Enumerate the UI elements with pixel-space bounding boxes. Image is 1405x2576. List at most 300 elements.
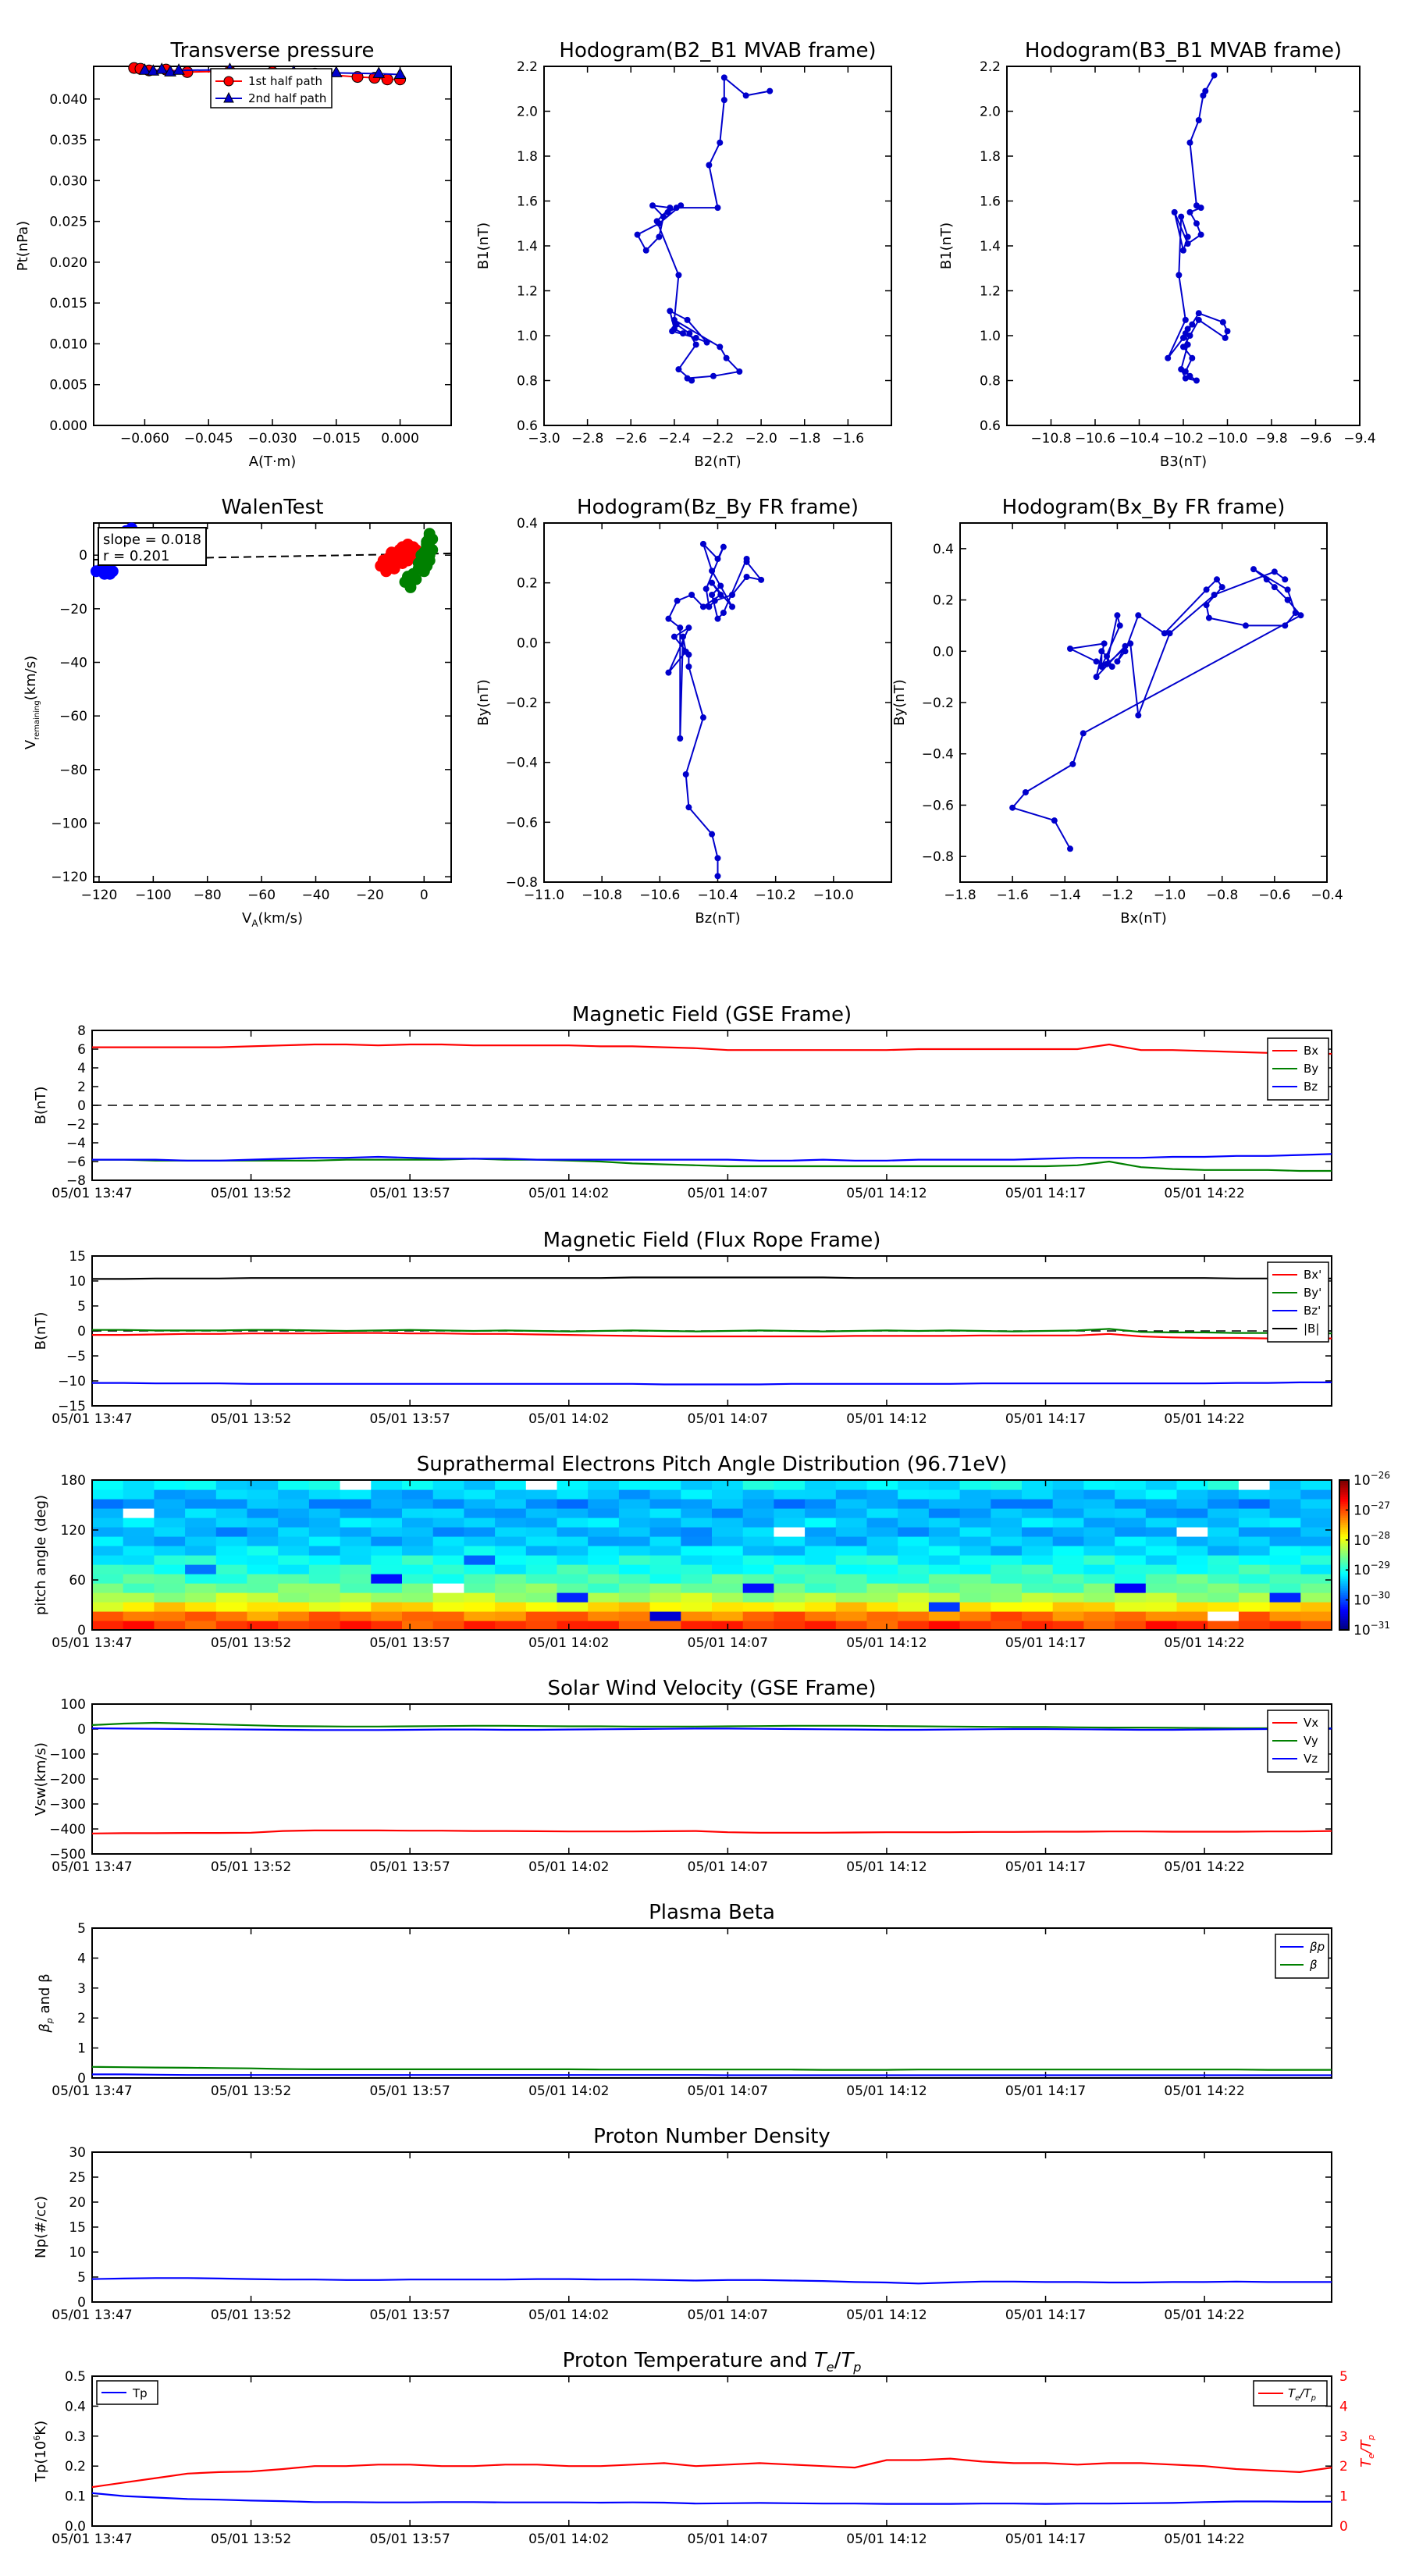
heatmap-cell bbox=[712, 1583, 743, 1593]
data-point bbox=[743, 92, 749, 98]
data-point bbox=[683, 649, 689, 655]
data-point bbox=[688, 378, 695, 384]
heatmap-cell bbox=[619, 1574, 650, 1584]
heatmap-cell bbox=[340, 1555, 372, 1565]
heatmap-cell bbox=[743, 1592, 774, 1603]
panel-vsw bbox=[33, 1677, 1332, 1875]
panel-hodo_bxby bbox=[891, 496, 1343, 927]
y-axis-label: B(nT) bbox=[33, 1311, 49, 1350]
heatmap-cell bbox=[1300, 1583, 1332, 1593]
heatmap-cell bbox=[960, 1536, 991, 1546]
heatmap-cell bbox=[898, 1621, 929, 1631]
heatmap-cell bbox=[309, 1527, 340, 1537]
y-tick-label: 1 bbox=[77, 2041, 86, 2057]
heatmap-cell bbox=[1022, 1611, 1053, 1621]
heatmap-cell bbox=[743, 1555, 774, 1565]
data-point bbox=[1023, 789, 1029, 795]
y2-label-part: T bbox=[1358, 2458, 1375, 2467]
heatmap-cell bbox=[433, 1602, 464, 1612]
heatmap-cell bbox=[185, 1499, 216, 1509]
y-label-sup: 6 bbox=[32, 2435, 42, 2441]
heatmap-cell bbox=[557, 1536, 589, 1546]
heatmap-cell bbox=[588, 1499, 619, 1509]
plot-frame bbox=[544, 523, 891, 882]
heatmap-cell bbox=[650, 1611, 681, 1621]
y-tick-label: −0.6 bbox=[505, 815, 538, 831]
heatmap-cell bbox=[774, 1592, 805, 1603]
heatmap-cell bbox=[836, 1602, 867, 1612]
heatmap-cell bbox=[123, 1564, 155, 1574]
heatmap-cell bbox=[712, 1546, 743, 1556]
heatmap-cell bbox=[278, 1564, 309, 1574]
data-point bbox=[703, 585, 710, 592]
x-tick-label: −1.8 bbox=[944, 888, 976, 903]
heatmap-cell bbox=[340, 1611, 372, 1621]
heatmap-cell bbox=[619, 1555, 650, 1565]
legend-sub: e bbox=[1295, 2394, 1300, 2403]
heatmap-cell bbox=[681, 1564, 712, 1574]
y-tick-label: −200 bbox=[49, 1772, 86, 1788]
heatmap-cell bbox=[402, 1536, 433, 1546]
heatmap-cell bbox=[495, 1480, 526, 1490]
panel-mag_fr bbox=[33, 1229, 1332, 1427]
heatmap-cell bbox=[216, 1621, 247, 1631]
heatmap-cell bbox=[247, 1574, 279, 1584]
heatmap-cell bbox=[991, 1602, 1022, 1612]
heatmap-cell bbox=[1177, 1574, 1208, 1584]
heatmap-cell bbox=[743, 1499, 774, 1509]
data-point bbox=[422, 539, 432, 550]
heatmap-cell bbox=[991, 1480, 1022, 1490]
heatmap-cell bbox=[371, 1527, 402, 1537]
y-tick-label: 1.4 bbox=[516, 239, 538, 254]
heatmap-cell bbox=[1300, 1517, 1332, 1528]
heatmap-cell bbox=[867, 1489, 898, 1500]
colorbar-exponent: −27 bbox=[1370, 1500, 1390, 1511]
heatmap-cell bbox=[836, 1517, 867, 1528]
heatmap-cell bbox=[495, 1517, 526, 1528]
y-tick-label: 10 bbox=[69, 2245, 86, 2261]
x-tick-label: −1.4 bbox=[1048, 888, 1081, 903]
colorbar-base: 10 bbox=[1353, 1532, 1371, 1549]
heatmap-cell bbox=[247, 1499, 279, 1509]
y-tick-label: −0.2 bbox=[505, 696, 538, 711]
x-tick-label: 05/01 13:47 bbox=[52, 1859, 133, 1875]
heatmap-cell bbox=[1083, 1611, 1115, 1621]
heatmap-cell bbox=[743, 1508, 774, 1518]
heatmap-cell bbox=[433, 1536, 464, 1546]
data-point bbox=[724, 355, 730, 361]
y-tick-label: −0.2 bbox=[921, 696, 954, 711]
heatmap-cell bbox=[774, 1527, 805, 1537]
heatmap-cell bbox=[805, 1555, 836, 1565]
heatmap-cell bbox=[1053, 1536, 1084, 1546]
x-tick-label: 05/01 13:52 bbox=[210, 2307, 292, 2323]
x-tick-label: 05/01 14:07 bbox=[687, 1411, 769, 1427]
y-tick-label: 4 bbox=[77, 1951, 86, 1967]
heatmap-cell bbox=[619, 1480, 650, 1490]
data-point bbox=[1250, 566, 1257, 572]
annotation-text: slope = 0.018 bbox=[103, 532, 201, 548]
y-tick-label: 0.4 bbox=[64, 2399, 86, 2415]
heatmap-cell bbox=[278, 1508, 309, 1518]
heatmap-cell bbox=[1270, 1480, 1301, 1490]
panel-walen bbox=[23, 496, 451, 929]
data-point bbox=[1225, 328, 1231, 334]
heatmap-cell bbox=[495, 1621, 526, 1631]
heatmap-cell bbox=[154, 1574, 185, 1584]
heatmap-cell bbox=[464, 1574, 495, 1584]
heatmap-cell bbox=[557, 1499, 589, 1509]
heatmap-cell bbox=[216, 1546, 247, 1556]
x-axis-label bbox=[242, 910, 303, 929]
data-point bbox=[1098, 648, 1104, 654]
heatmap-cell bbox=[805, 1536, 836, 1546]
heatmap-cell bbox=[1270, 1592, 1301, 1603]
heatmap-cell bbox=[867, 1499, 898, 1509]
heatmap-cell bbox=[1300, 1555, 1332, 1565]
legend-right bbox=[1254, 2381, 1327, 2406]
data-point bbox=[1193, 378, 1200, 384]
series-line bbox=[92, 1154, 1332, 1160]
heatmap-cell bbox=[619, 1621, 650, 1631]
y-tick-label: 0.0 bbox=[516, 635, 538, 652]
data-point bbox=[744, 574, 750, 580]
heatmap-cell bbox=[960, 1489, 991, 1500]
heatmap-cell bbox=[1146, 1508, 1177, 1518]
legend-label: Bz' bbox=[1304, 1304, 1321, 1318]
heatmap-cell bbox=[867, 1527, 898, 1537]
heatmap-cell bbox=[526, 1536, 557, 1546]
x-tick-label: −0.030 bbox=[247, 431, 297, 447]
heatmap-cell bbox=[836, 1480, 867, 1490]
data-point bbox=[1282, 576, 1288, 582]
data-point bbox=[1293, 610, 1299, 616]
x-tick-label: −10.2 bbox=[755, 888, 796, 903]
data-point bbox=[660, 214, 667, 220]
data-point bbox=[710, 373, 717, 379]
y-tick-label: −120 bbox=[51, 870, 87, 886]
heatmap-cell bbox=[898, 1564, 929, 1574]
data-point bbox=[331, 66, 342, 76]
heatmap-cell bbox=[588, 1592, 619, 1603]
legend-label: 1st half path bbox=[248, 74, 323, 88]
heatmap-cell bbox=[681, 1480, 712, 1490]
x-tick-label: 05/01 14:02 bbox=[528, 1635, 610, 1651]
data-point bbox=[1206, 615, 1212, 621]
heatmap-cell bbox=[960, 1517, 991, 1528]
heatmap-cell bbox=[433, 1592, 464, 1603]
x-tick-label: −10.0 bbox=[813, 888, 854, 903]
data-point bbox=[729, 603, 735, 610]
heatmap-cell bbox=[309, 1602, 340, 1612]
heatmap-cell bbox=[278, 1527, 309, 1537]
heatmap-cell bbox=[743, 1480, 774, 1490]
x-tick-label: −0.4 bbox=[1311, 888, 1343, 903]
chart-title: Hodogram(B2_B1 MVAB frame) bbox=[559, 39, 877, 62]
heatmap-cell bbox=[1146, 1621, 1177, 1631]
x-tick-label: 05/01 13:57 bbox=[369, 1859, 450, 1875]
y-tick-label: 0.8 bbox=[979, 373, 1001, 390]
x-tick-label: 05/01 13:52 bbox=[210, 2532, 292, 2547]
y-tick-label: 0.4 bbox=[932, 541, 954, 557]
heatmap-cell bbox=[526, 1555, 557, 1565]
y-tick-label: −0.8 bbox=[505, 875, 538, 891]
colorbar-tick-label bbox=[1353, 1470, 1390, 1489]
heatmap-cell bbox=[464, 1527, 495, 1537]
data-point bbox=[1176, 272, 1182, 278]
data-point bbox=[182, 66, 193, 77]
y-axis-label: pitch angle (deg) bbox=[33, 1494, 49, 1616]
data-point bbox=[709, 831, 715, 838]
data-point bbox=[1200, 92, 1206, 98]
y-tick-label: 2.0 bbox=[516, 104, 538, 120]
heatmap-cell bbox=[123, 1574, 155, 1584]
heatmap-cell bbox=[247, 1583, 279, 1593]
heatmap-cell bbox=[154, 1602, 185, 1612]
colorbar bbox=[1339, 1470, 1390, 1638]
y-axis-label bbox=[32, 2421, 49, 2482]
heatmap-cell bbox=[123, 1480, 155, 1490]
x-tick-label: −0.8 bbox=[1206, 888, 1239, 903]
x-tick-label: 05/01 14:07 bbox=[687, 1859, 769, 1875]
heatmap-cell bbox=[185, 1489, 216, 1500]
heatmap-cell bbox=[1239, 1602, 1270, 1612]
heatmap-cell bbox=[433, 1555, 464, 1565]
y-tick-label: 0.000 bbox=[49, 418, 87, 434]
heatmap-cell bbox=[929, 1555, 960, 1565]
heatmap-cell bbox=[371, 1621, 402, 1631]
heatmap-cell bbox=[309, 1508, 340, 1518]
heatmap-cell bbox=[154, 1546, 185, 1556]
legend-label: |B| bbox=[1304, 1322, 1320, 1336]
heatmap-cell bbox=[836, 1621, 867, 1631]
y2-tick-label: 4 bbox=[1339, 2399, 1348, 2415]
x-tick-label: 05/01 14:02 bbox=[528, 1411, 610, 1427]
series-line bbox=[92, 1831, 1332, 1834]
heatmap-cell bbox=[402, 1508, 433, 1518]
heatmap-cell bbox=[247, 1555, 279, 1565]
y-label-sub: remaining bbox=[33, 700, 41, 740]
heatmap-cell bbox=[1053, 1555, 1084, 1565]
data-point bbox=[1104, 653, 1110, 660]
x-tick-label: −1.2 bbox=[1101, 888, 1134, 903]
heatmap-cell bbox=[464, 1517, 495, 1528]
heatmap-cell bbox=[495, 1508, 526, 1518]
x-tick-label: 05/01 14:07 bbox=[687, 2532, 769, 2547]
heatmap-cell bbox=[960, 1480, 991, 1490]
y2-axis-label bbox=[1358, 2435, 1376, 2467]
legend-label: Bx bbox=[1304, 1044, 1319, 1058]
heatmap-cell bbox=[991, 1564, 1022, 1574]
colorbar-tick-label bbox=[1353, 1500, 1390, 1518]
series-line bbox=[92, 1728, 1332, 1730]
heatmap-cell bbox=[402, 1555, 433, 1565]
heatmap-cell bbox=[371, 1546, 402, 1556]
data-point bbox=[1114, 612, 1120, 618]
legend-marker bbox=[224, 76, 233, 86]
x-tick-label: −40 bbox=[301, 888, 330, 903]
heatmap-cell bbox=[929, 1508, 960, 1518]
heatmap-cell bbox=[92, 1555, 123, 1565]
chart-title: Hodogram(B3_B1 MVAB frame) bbox=[1024, 39, 1343, 62]
heatmap-cell bbox=[464, 1611, 495, 1621]
heatmap-cell bbox=[557, 1564, 589, 1574]
heatmap-cell bbox=[898, 1508, 929, 1518]
heatmap-cell bbox=[650, 1592, 681, 1603]
x-tick-label: −0.6 bbox=[1258, 888, 1291, 903]
heatmap-cell bbox=[278, 1555, 309, 1565]
title-math: T bbox=[841, 2349, 854, 2372]
heatmap-cell bbox=[495, 1555, 526, 1565]
y-axis-label: B(nT) bbox=[33, 1086, 49, 1125]
data-point bbox=[688, 592, 695, 598]
heatmap-cell bbox=[712, 1536, 743, 1546]
heatmap-cell bbox=[557, 1555, 589, 1565]
heatmap-cell bbox=[402, 1480, 433, 1490]
legend bbox=[1275, 1934, 1329, 1978]
data-point bbox=[685, 804, 692, 810]
panel-hodo_b3b1 bbox=[938, 39, 1376, 470]
heatmap-cell bbox=[557, 1489, 589, 1500]
heatmap-cell bbox=[650, 1621, 681, 1631]
data-point bbox=[1183, 317, 1189, 323]
heatmap-cell bbox=[526, 1527, 557, 1537]
heatmap-cell bbox=[185, 1611, 216, 1621]
x-tick-label: 05/01 13:57 bbox=[369, 1411, 450, 1427]
heatmap-cell bbox=[247, 1546, 279, 1556]
heatmap-cell bbox=[433, 1574, 464, 1584]
heatmap-cell bbox=[836, 1583, 867, 1593]
heatmap-cell bbox=[123, 1499, 155, 1509]
heatmap-cell bbox=[960, 1508, 991, 1518]
heatmap-cell bbox=[526, 1489, 557, 1500]
heatmap-cell bbox=[1177, 1583, 1208, 1593]
heatmap-cell bbox=[929, 1611, 960, 1621]
heatmap-cell bbox=[712, 1602, 743, 1612]
data-point bbox=[1204, 586, 1210, 592]
heatmap-cell bbox=[774, 1508, 805, 1518]
heatmap-cell bbox=[278, 1611, 309, 1621]
heatmap-cell bbox=[836, 1489, 867, 1500]
heatmap-cell bbox=[1177, 1555, 1208, 1565]
heatmap-cell bbox=[1022, 1602, 1053, 1612]
heatmap-cell bbox=[681, 1583, 712, 1593]
heatmap-cell bbox=[743, 1583, 774, 1593]
colorbar-exponent: −28 bbox=[1370, 1529, 1390, 1541]
x-tick-label: −1.6 bbox=[831, 431, 865, 447]
heatmap-cell bbox=[1115, 1611, 1146, 1621]
y-tick-label: −60 bbox=[59, 709, 87, 725]
heatmap-cell bbox=[464, 1621, 495, 1631]
heatmap-cell bbox=[619, 1527, 650, 1537]
x-tick-label: 05/01 14:22 bbox=[1164, 1635, 1245, 1651]
legend bbox=[1268, 1038, 1329, 1100]
data-point bbox=[1185, 326, 1191, 332]
data-point bbox=[1114, 658, 1120, 664]
data-point bbox=[678, 202, 684, 208]
annotation bbox=[98, 528, 206, 565]
heatmap-cell bbox=[1270, 1508, 1301, 1518]
heatmap-cell bbox=[247, 1480, 279, 1490]
x-tick-label: −20 bbox=[355, 888, 384, 903]
heatmap-cell bbox=[929, 1517, 960, 1528]
heatmap-cell bbox=[867, 1602, 898, 1612]
y-tick-label: 0 bbox=[77, 1098, 86, 1114]
x-tick-label: 05/01 14:17 bbox=[1005, 1411, 1087, 1427]
heatmap-cell bbox=[526, 1546, 557, 1556]
y-axis-label: By(nT) bbox=[891, 679, 908, 726]
heatmap-cell bbox=[402, 1564, 433, 1574]
heatmap-cell bbox=[464, 1489, 495, 1500]
series-line bbox=[92, 2459, 1332, 2488]
heatmap-cell bbox=[991, 1536, 1022, 1546]
heatmap-cell bbox=[1177, 1480, 1208, 1490]
colorbar-exponent: −30 bbox=[1370, 1589, 1390, 1601]
heatmap-cell bbox=[371, 1602, 402, 1612]
data-point bbox=[1009, 805, 1016, 811]
heatmap-cell bbox=[464, 1602, 495, 1612]
heatmap-cell bbox=[1115, 1527, 1146, 1537]
data-point bbox=[1183, 375, 1189, 382]
heatmap-cell bbox=[185, 1480, 216, 1490]
x-tick-label: 05/01 13:52 bbox=[210, 1411, 292, 1427]
heatmap-cell bbox=[836, 1546, 867, 1556]
heatmap-cell bbox=[309, 1499, 340, 1509]
data-point bbox=[1067, 845, 1073, 852]
data-point bbox=[744, 556, 750, 562]
heatmap-cell bbox=[1239, 1583, 1270, 1593]
heatmap-cell bbox=[154, 1611, 185, 1621]
heatmap-cell bbox=[464, 1480, 495, 1490]
heatmap-cell bbox=[1239, 1592, 1270, 1603]
heatmap-cell bbox=[867, 1574, 898, 1584]
x-tick-label: 05/01 14:12 bbox=[846, 1186, 927, 1201]
x-tick-label: −2.0 bbox=[745, 431, 777, 447]
x-tick-label: −2.2 bbox=[701, 431, 735, 447]
y-label-part: K) bbox=[33, 2420, 49, 2435]
data-point bbox=[680, 330, 686, 336]
heatmap-cell bbox=[960, 1546, 991, 1556]
y-tick-label: 15 bbox=[69, 2220, 86, 2236]
heatmap-cell bbox=[340, 1583, 372, 1593]
heatmap-cell bbox=[1208, 1489, 1239, 1500]
heatmap-cell bbox=[898, 1546, 929, 1556]
y-tick-label: 8 bbox=[77, 1023, 86, 1039]
heatmap-cell bbox=[557, 1602, 589, 1612]
colorbar-tick-label bbox=[1353, 1530, 1390, 1549]
data-point bbox=[1186, 209, 1193, 215]
heatmap-cell bbox=[1083, 1592, 1115, 1603]
heatmap-cell bbox=[929, 1527, 960, 1537]
heatmap-cell bbox=[402, 1489, 433, 1500]
heatmap-cell bbox=[743, 1546, 774, 1556]
data-point bbox=[1204, 602, 1210, 608]
data-point bbox=[1193, 220, 1200, 226]
heatmap-cell bbox=[433, 1527, 464, 1537]
data-point bbox=[424, 550, 435, 560]
heatmap-cell bbox=[371, 1508, 402, 1518]
heatmap-cell bbox=[588, 1574, 619, 1584]
data-point bbox=[1185, 342, 1191, 348]
y-tick-label: 0.030 bbox=[49, 173, 87, 190]
heatmap-cell bbox=[185, 1546, 216, 1556]
data-point bbox=[721, 97, 727, 103]
data-point bbox=[700, 541, 706, 547]
y-tick-label: 180 bbox=[60, 1473, 86, 1489]
series-line bbox=[92, 2067, 1332, 2070]
y-tick-label: −100 bbox=[49, 1747, 86, 1763]
